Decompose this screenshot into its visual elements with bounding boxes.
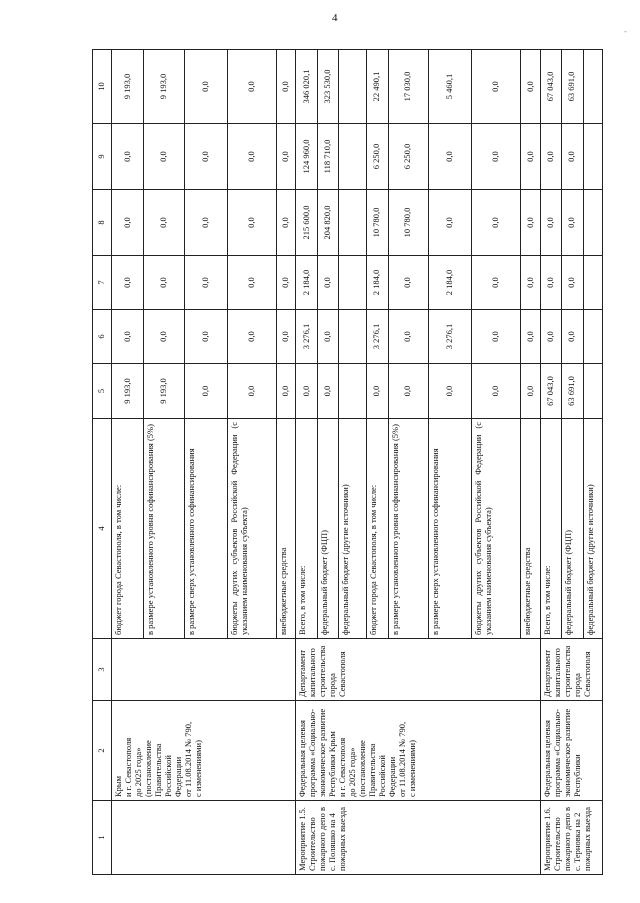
amount-cell — [583, 124, 602, 190]
funding-source-label: Всего, в том числе: — [540, 419, 561, 639]
funding-source-label: внебюджетные средства — [521, 419, 540, 639]
amount-cell: 0,0 — [227, 364, 276, 419]
amount-cell: 0,0 — [429, 364, 472, 419]
amount-cell — [339, 190, 367, 256]
amount-cell: 22 490,1 — [367, 50, 388, 124]
table-row — [296, 50, 317, 875]
financing-table — [92, 49, 603, 875]
amount-cell: 2 184,0 — [296, 256, 317, 310]
amount-cell: 10 780,0 — [388, 190, 429, 256]
funding-source-label: в размере сверх установленного софинансирования — [429, 419, 472, 639]
amount-cell: 0,0 — [277, 310, 296, 364]
funding-source-label: в размере установленного уровня софинансирования (5%) — [144, 419, 185, 639]
amount-cell — [583, 364, 602, 419]
amount-cell: 0,0 — [521, 190, 540, 256]
funding-source-label: бюджеты других субъектов Российской Федерации (с указанием наименования субъекта) — [227, 419, 276, 639]
amount-cell: 0,0 — [540, 190, 561, 256]
amount-cell: 9 193,0 — [112, 364, 144, 419]
amount-cell: 0,0 — [227, 124, 276, 190]
amount-cell: 0,0 — [184, 310, 227, 364]
program-cell: Федеральная целевая программа «Социально-экономическое развитие Республики — [540, 701, 602, 801]
table-row — [540, 50, 561, 875]
amount-cell: 9 193,0 — [112, 50, 144, 124]
amount-cell: 0,0 — [472, 364, 521, 419]
funding-source-label: федеральный бюджет (ФЦП) — [562, 419, 583, 639]
amount-cell: 2 184,0 — [429, 256, 472, 310]
amount-cell: 0,0 — [144, 190, 185, 256]
amount-cell: 0,0 — [429, 124, 472, 190]
funding-source-label: Всего, в том числе: — [296, 419, 317, 639]
amount-cell: 0,0 — [472, 124, 521, 190]
table-row — [112, 50, 144, 875]
amount-cell: 0,0 — [184, 364, 227, 419]
amount-cell: 0,0 — [562, 310, 583, 364]
amount-cell — [583, 310, 602, 364]
activity-name-cell: Мероприятие 1.6. Строительство пожарного депо в с. Терновка на 2 пожарных выезда — [540, 801, 602, 875]
amount-cell: 0,0 — [540, 256, 561, 310]
amount-cell: 3 276,1 — [367, 310, 388, 364]
amount-cell: 215 600,0 — [296, 190, 317, 256]
amount-cell: 0,0 — [144, 124, 185, 190]
col-header: 7 — [93, 256, 112, 310]
amount-cell: 0,0 — [388, 310, 429, 364]
amount-cell: 0,0 — [429, 190, 472, 256]
funding-source-label: федеральный бюджет (ФЦП) — [317, 419, 338, 639]
col-header: 6 — [93, 310, 112, 364]
activity-name-cell: Мероприятие 1.5. Строительство пожарного депо в с. Поляшко на 4 пожарных выезда — [296, 801, 540, 875]
amount-cell: 0,0 — [227, 50, 276, 124]
amount-cell: 67 043,0 — [540, 364, 561, 419]
amount-cell: 323 530,0 — [317, 50, 338, 124]
amount-cell: 0,0 — [521, 256, 540, 310]
funding-source-label: в размере сверх установленного софинансирования — [184, 419, 227, 639]
amount-cell: 0,0 — [388, 256, 429, 310]
col-header: 4 — [93, 419, 112, 639]
amount-cell: 0,0 — [521, 310, 540, 364]
amount-cell: 0,0 — [562, 190, 583, 256]
amount-cell: 204 820,0 — [317, 190, 338, 256]
amount-cell: 0,0 — [296, 364, 317, 419]
amount-cell: 0,0 — [227, 190, 276, 256]
funding-source-label: федеральный бюджет (другие источники) — [339, 419, 367, 639]
amount-cell: 0,0 — [472, 190, 521, 256]
funding-source-label: бюджет города Севастополя, в том числе: — [367, 419, 388, 639]
amount-cell — [583, 50, 602, 124]
amount-cell: 0,0 — [184, 50, 227, 124]
amount-cell: 346 020,1 — [296, 50, 317, 124]
amount-cell: 0,0 — [317, 310, 338, 364]
funding-source-label: в размере установленного уровня софинансирования (5%) — [388, 419, 429, 639]
amount-cell: 0,0 — [112, 124, 144, 190]
edge-mark: - — [624, 26, 627, 36]
amount-cell: 0,0 — [184, 190, 227, 256]
amount-cell — [339, 124, 367, 190]
header-row — [93, 50, 112, 875]
amount-cell: 63 691,0 — [562, 364, 583, 419]
amount-cell — [583, 256, 602, 310]
amount-cell: 0,0 — [277, 256, 296, 310]
amount-cell: 0,0 — [521, 364, 540, 419]
amount-cell: 0,0 — [112, 310, 144, 364]
table-body — [112, 50, 603, 875]
amount-cell: 0,0 — [277, 124, 296, 190]
amount-cell: 5 460,1 — [429, 50, 472, 124]
amount-cell: 0,0 — [112, 190, 144, 256]
amount-cell: 6 250,0 — [367, 124, 388, 190]
amount-cell: 0,0 — [472, 256, 521, 310]
amount-cell — [339, 256, 367, 310]
executor-cell: Департамент капитального строительства города Севастополя — [296, 639, 540, 701]
amount-cell: 2 184,0 — [367, 256, 388, 310]
amount-cell: 3 276,1 — [429, 310, 472, 364]
activity-name-cell — [112, 801, 296, 875]
amount-cell: 9 193,0 — [144, 50, 185, 124]
amount-cell: 0,0 — [144, 256, 185, 310]
amount-cell: 0,0 — [317, 256, 338, 310]
amount-cell: 17 030,0 — [388, 50, 429, 124]
col-header: 3 — [93, 639, 112, 701]
amount-cell: 0,0 — [184, 256, 227, 310]
page-number: 4 — [332, 12, 338, 24]
program-cell: Крым и г. Севастополя до 2025 года» (постановление Правительства Российской Федерации от 11.08.2014 № 790, с изменениями) — [112, 701, 296, 801]
amount-cell: 0,0 — [472, 310, 521, 364]
executor-cell — [112, 639, 296, 701]
col-header: 5 — [93, 364, 112, 419]
amount-cell: 63 691,0 — [562, 50, 583, 124]
amount-cell: 0,0 — [277, 50, 296, 124]
amount-cell: 0,0 — [540, 310, 561, 364]
amount-cell: 0,0 — [144, 310, 185, 364]
amount-cell: 0,0 — [277, 190, 296, 256]
amount-cell: 0,0 — [540, 124, 561, 190]
amount-cell — [339, 310, 367, 364]
funding-source-label: внебюджетные средства — [277, 419, 296, 639]
amount-cell: 67 043,0 — [540, 50, 561, 124]
amount-cell: 0,0 — [227, 256, 276, 310]
funding-source-label: бюджет города Севастополя, в том числе: — [112, 419, 144, 639]
amount-cell: 0,0 — [112, 256, 144, 310]
col-header: 8 — [93, 190, 112, 256]
program-cell: Федеральная целевая программа «Социально-экономическое развитие Республики Крым и г. Севастополя до 2025 года» (постановление Правительства Российской Федерации от 11.08.2014 № 790, с изменениями) — [296, 701, 540, 801]
amount-cell: 10 780,0 — [367, 190, 388, 256]
amount-cell: 118 710,0 — [317, 124, 338, 190]
amount-cell: 6 250,0 — [388, 124, 429, 190]
executor-cell: Департамент капитального строительства города Севастополя — [540, 639, 602, 701]
amount-cell: 0,0 — [227, 310, 276, 364]
amount-cell: 0,0 — [562, 124, 583, 190]
amount-cell — [339, 364, 367, 419]
amount-cell: 0,0 — [521, 124, 540, 190]
amount-cell: 0,0 — [521, 50, 540, 124]
funding-source-label: бюджеты других субъектов Российской Федерации (с указанием наименования субъекта) — [472, 419, 521, 639]
amount-cell — [339, 50, 367, 124]
col-header: 2 — [93, 701, 112, 801]
rotated-table-container — [92, 50, 603, 875]
col-header: 9 — [93, 124, 112, 190]
amount-cell: 0,0 — [388, 364, 429, 419]
funding-source-label: федеральный бюджет (другие источники) — [583, 419, 602, 639]
amount-cell: 0,0 — [277, 364, 296, 419]
amount-cell: 0,0 — [367, 364, 388, 419]
amount-cell: 0,0 — [562, 256, 583, 310]
col-header: 10 — [93, 50, 112, 124]
amount-cell: 3 276,1 — [296, 310, 317, 364]
amount-cell — [583, 190, 602, 256]
amount-cell: 0,0 — [317, 364, 338, 419]
col-header: 1 — [93, 801, 112, 875]
amount-cell: 0,0 — [472, 50, 521, 124]
amount-cell: 0,0 — [184, 124, 227, 190]
amount-cell: 124 960,0 — [296, 124, 317, 190]
amount-cell: 9 193,0 — [144, 364, 185, 419]
